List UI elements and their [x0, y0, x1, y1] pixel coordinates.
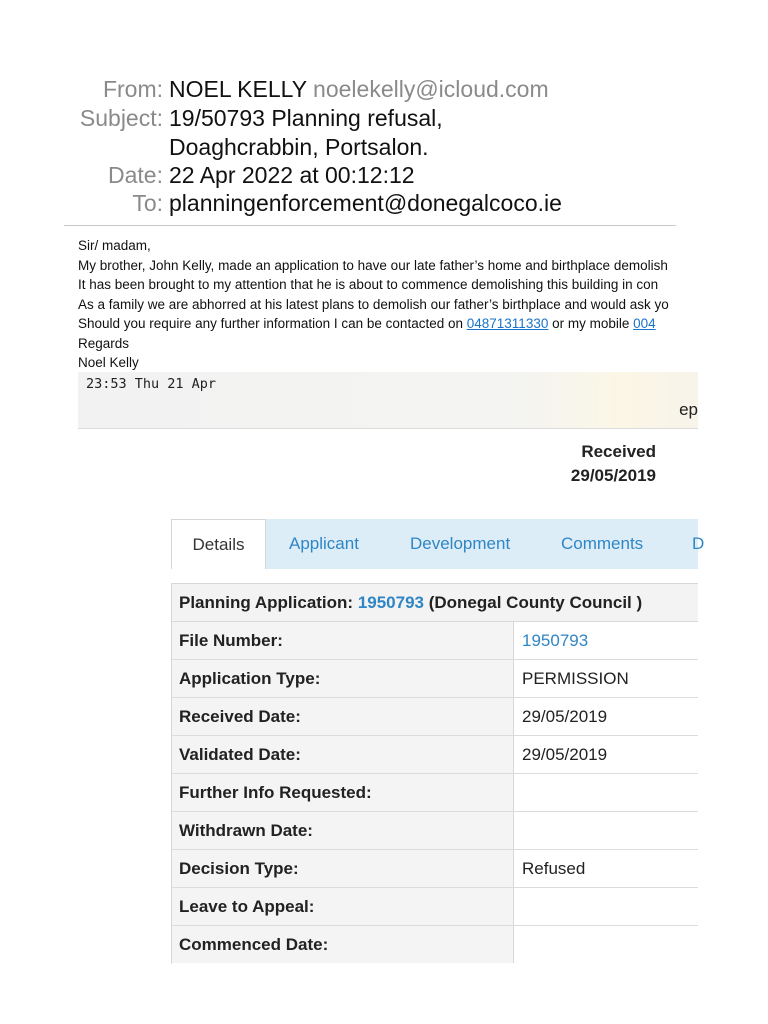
row-value: 29/05/2019 [522, 707, 608, 726]
table-row [171, 812, 698, 850]
from-address[interactable]: noelekelly@icloud.com [313, 76, 549, 102]
subject-label: Subject: [79, 105, 163, 131]
row-key: Leave to Appeal: [172, 888, 514, 925]
received-block [571, 440, 656, 488]
file-number-link[interactable]: 1950793 [522, 631, 589, 650]
phone-link[interactable]: 04871311330 [466, 316, 549, 331]
table-row [171, 888, 698, 926]
body-line: Sir/ madam, [78, 238, 151, 253]
row-value [515, 774, 698, 811]
table-row [171, 736, 698, 774]
tab-comments[interactable]: Comments [561, 534, 644, 553]
table-row [171, 660, 698, 698]
row-key: Withdrawn Date: [172, 812, 514, 849]
body-line: As a family we are abhorred at his latest plans to demolish our father’s birthplace and would ask yo [78, 296, 669, 312]
table-title [171, 584, 698, 622]
row-value [515, 888, 698, 925]
message-timestamp: 23:53 Thu 21 Apr [86, 376, 217, 392]
row-key: Validated Date: [172, 736, 514, 773]
row-value: 29/05/2019 [522, 745, 608, 764]
subject-row [0, 104, 700, 133]
subject-line-1: 19/50793 Planning refusal, [169, 105, 443, 131]
contact-prefix: Should you require any further information I can be contacted on [78, 316, 467, 331]
row-value: PERMISSION [522, 669, 629, 688]
title-prefix: Planning Application: [179, 593, 358, 612]
row-value [515, 812, 698, 849]
body-line: Regards [78, 335, 130, 351]
to-label: To: [132, 190, 163, 216]
table-row [171, 698, 698, 736]
to-row [0, 189, 700, 218]
message-fragment: ep [679, 400, 698, 419]
contact-mid: or my mobile [548, 316, 634, 331]
row-key: Commenced Date: [172, 926, 514, 963]
subject-row-2 [0, 133, 700, 162]
date-label: Date: [108, 162, 163, 188]
body-line: My brother, John Kelly, made an application to have our late father’s home and birthplace demolish [78, 257, 668, 273]
tab-details[interactable]: Details [171, 519, 266, 569]
from-value [169, 75, 549, 104]
table-row [171, 622, 698, 660]
body-line-contact [78, 314, 698, 334]
header-divider [64, 225, 676, 226]
row-key: File Number: [172, 622, 514, 659]
tab-bar [171, 519, 705, 569]
from-row [0, 75, 700, 104]
row-value: Refused [522, 859, 586, 878]
tab-applicant[interactable]: Applicant [289, 534, 359, 553]
application-table [171, 583, 698, 964]
received-date: 29/05/2019 [570, 466, 656, 485]
received-label: Received [581, 442, 656, 461]
from-name: NOEL KELLY [169, 76, 307, 102]
table-row [171, 850, 698, 888]
row-key: Further Info Requested: [172, 774, 514, 811]
table-row [171, 774, 698, 812]
subject-line-2: Doaghcrabbin, Portsalon. [169, 134, 429, 160]
to-value[interactable]: planningenforcement@donegalcoco.ie [169, 190, 562, 216]
tab-development[interactable]: Development [410, 534, 511, 553]
row-key: Received Date: [172, 698, 514, 735]
email-body [78, 236, 698, 373]
date-row [0, 161, 700, 190]
message-screenshot [78, 372, 698, 429]
application-number-link[interactable]: 1950793 [357, 593, 424, 612]
tab-more[interactable]: D [692, 534, 705, 553]
row-key: Application Type: [172, 660, 514, 697]
title-suffix: (Donegal County Council ) [424, 593, 643, 612]
from-label: From: [102, 76, 163, 102]
row-key: Decision Type: [172, 850, 514, 887]
signature: Noel Kelly [78, 355, 139, 370]
mobile-link[interactable]: 004 [633, 316, 656, 331]
date-value: 22 Apr 2022 at 00:12:12 [169, 162, 415, 188]
row-value [515, 926, 698, 963]
table-row [171, 926, 698, 964]
body-line: It has been brought to my attention that he is about to commence demolishing this building in con [78, 277, 659, 292]
